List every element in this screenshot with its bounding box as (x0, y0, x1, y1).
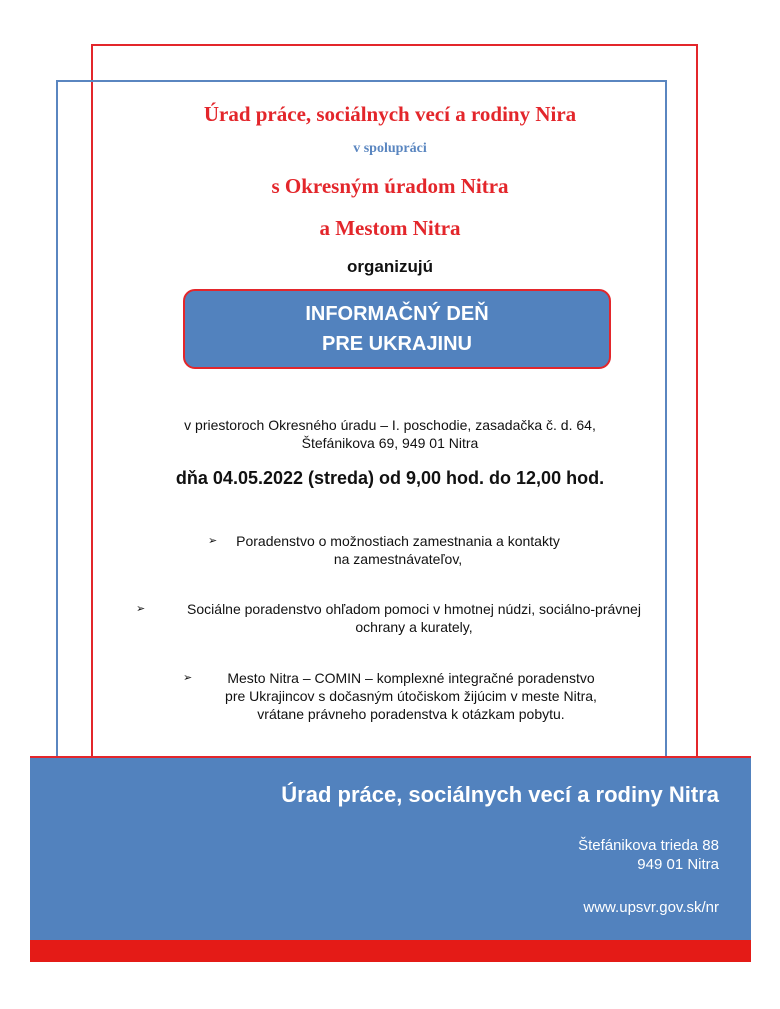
organizer-title: Úrad práce, sociálnych vecí a rodiny Nira (203, 102, 577, 126)
list-item (183, 669, 623, 723)
organize-verb: organizujú (347, 257, 433, 276)
bullet-text-line: ochrany a kurately, (355, 619, 473, 635)
arrow-bullet-icon: ➢ (183, 672, 193, 684)
partner-city: a Mestom Nitra (319, 216, 461, 240)
arrow-bullet-icon: ➢ (208, 535, 218, 547)
bullet-text-line: vrátane právneho poradenstva k otázkam pobytu. (257, 706, 565, 722)
collaboration-note: v spolupráci (353, 141, 427, 156)
list-item (136, 600, 676, 636)
venue-line-2: Štefánikova 69, 949 01 Nitra (301, 435, 479, 451)
footer-address (578, 836, 719, 874)
event-date: dňa 04.05.2022 (streda) od 9,00 hod. do 12,00 hod. (175, 468, 605, 488)
venue-line-1: v priestoroch Okresného úradu – I. poschodie, zasadačka č. d. 64, (184, 417, 596, 433)
event-banner (183, 289, 611, 369)
bullet-text-line: na zamestnávateľov, (333, 551, 463, 567)
footer-panel (30, 756, 751, 940)
bullet-text-line: Sociálne poradenstvo ohľadom pomoci v hmotnej núdzi, sociálno-právnej (187, 601, 641, 617)
partner-district-office: s Okresným úradom Nitra (271, 174, 509, 198)
banner-line-1: INFORMAČNÝ DEŇ (305, 303, 489, 325)
footer-street: Štefánikova trieda 88 (578, 837, 719, 854)
footer-org-title: Úrad práce, sociálnych vecí a rodiny Nitra (281, 782, 719, 807)
footer-website-link[interactable]: www.upsvr.gov.sk/nr (583, 899, 719, 916)
bullet-text-line: pre Ukrajincov s dočasným útočiskom žijúcim v meste Nitra, (225, 688, 597, 704)
bullet-text-line: Poradenstvo o možnostiach zamestnania a kontakty (236, 533, 560, 549)
bullet-text-line: Mesto Nitra – COMIN – komplexné integračné poradenstvo (227, 670, 595, 686)
banner-line-2: PRE UKRAJINU (321, 333, 473, 355)
footer-red-bar (30, 940, 751, 962)
list-item (208, 532, 628, 568)
arrow-bullet-icon: ➢ (136, 603, 146, 615)
footer-city: 949 01 Nitra (637, 856, 719, 873)
venue-info (0, 416, 780, 452)
